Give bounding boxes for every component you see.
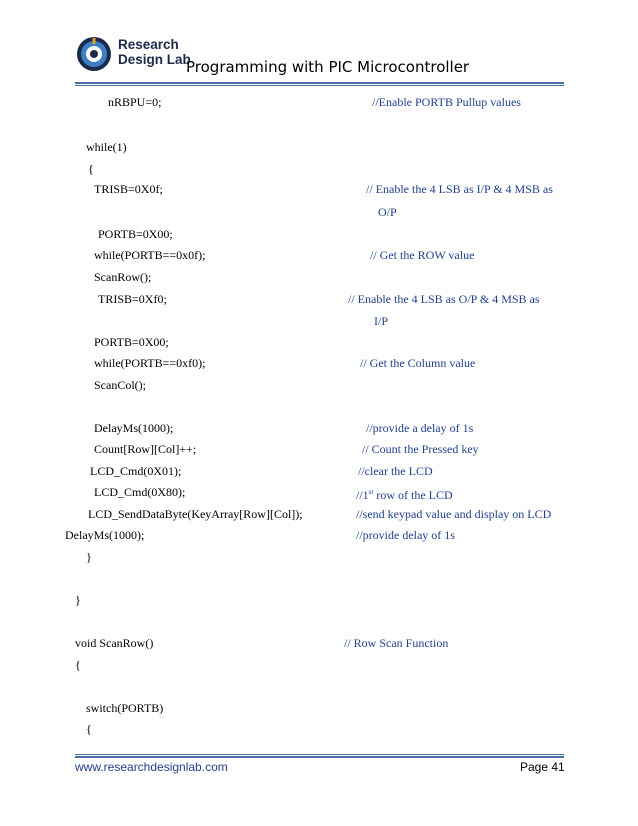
superscript: st	[368, 488, 374, 496]
code-line: DelayMs(1000);	[94, 421, 174, 435]
code-line: TRISB=0Xf0;	[98, 292, 167, 306]
code-line: while(PORTB==0x0f);	[94, 248, 206, 262]
page-number: Page 41	[520, 760, 565, 774]
code-line: TRISB=0X0f;	[94, 182, 163, 196]
code-comment: //Enable PORTB Pullup values	[372, 95, 521, 109]
code-line: nRBPU=0;	[108, 95, 162, 109]
document-title: Programming with PIC Microcontroller	[186, 58, 470, 76]
code-comment: // Get the ROW value	[370, 248, 475, 262]
brand-name-line2: Design Lab	[118, 52, 191, 67]
code-comment: //provide delay of 1s	[356, 528, 455, 542]
code-line: LCD_Cmd(0X01);	[90, 464, 182, 478]
code-line: void ScanRow()	[75, 636, 154, 650]
code-comment: O/P	[378, 205, 397, 219]
page-header	[0, 0, 638, 92]
code-line: while(1)	[86, 140, 127, 154]
code-line: ScanRow();	[94, 270, 152, 284]
code-line: PORTB=0X00;	[98, 227, 173, 241]
code-line: {	[75, 658, 81, 672]
code-comment: // Enable the 4 LSB as O/P & 4 MSB as	[348, 292, 540, 306]
code-comment: // Count the Pressed key	[362, 442, 479, 456]
code-line: PORTB=0X00;	[94, 335, 169, 349]
code-comment: // Row Scan Function	[344, 636, 449, 650]
header-rule-thin	[75, 85, 564, 86]
footer-rule	[75, 756, 564, 758]
code-line: switch(PORTB)	[86, 701, 164, 715]
header-rule	[75, 82, 564, 84]
code-comment: // Enable the 4 LSB as I/P & 4 MSB as	[366, 182, 553, 196]
code-comment: I/P	[374, 314, 389, 328]
footer-rule-thin	[75, 754, 564, 755]
code-comment: //clear the LCD	[358, 464, 433, 478]
code-line: {	[88, 162, 94, 176]
code-line: {	[86, 722, 92, 736]
code-comment: //provide a delay of 1s	[366, 421, 474, 435]
code-line: }	[86, 550, 92, 564]
footer-website-link[interactable]: www.researchdesignlab.com	[75, 760, 228, 774]
comment-part: //1	[356, 488, 369, 502]
comment-part: row of the LCD	[373, 488, 453, 502]
code-line: Count[Row][Col]++;	[94, 442, 197, 456]
research-design-lab-logo-icon	[76, 36, 112, 72]
code-line: DelayMs(1000);	[65, 528, 145, 542]
code-line: while(PORTB==0xf0);	[94, 356, 206, 370]
code-line: LCD_Cmd(0X80);	[94, 485, 186, 499]
code-line: LCD_SendDataByte(KeyArray[Row][Col]);	[88, 507, 303, 521]
code-comment: //send keypad value and display on LCD	[356, 507, 552, 521]
code-comment: // Get the Column value	[360, 356, 476, 370]
brand-name-line1: Research	[118, 37, 179, 52]
code-line: }	[75, 593, 81, 607]
code-line: ScanCol();	[94, 378, 146, 392]
code-comment	[356, 485, 453, 502]
